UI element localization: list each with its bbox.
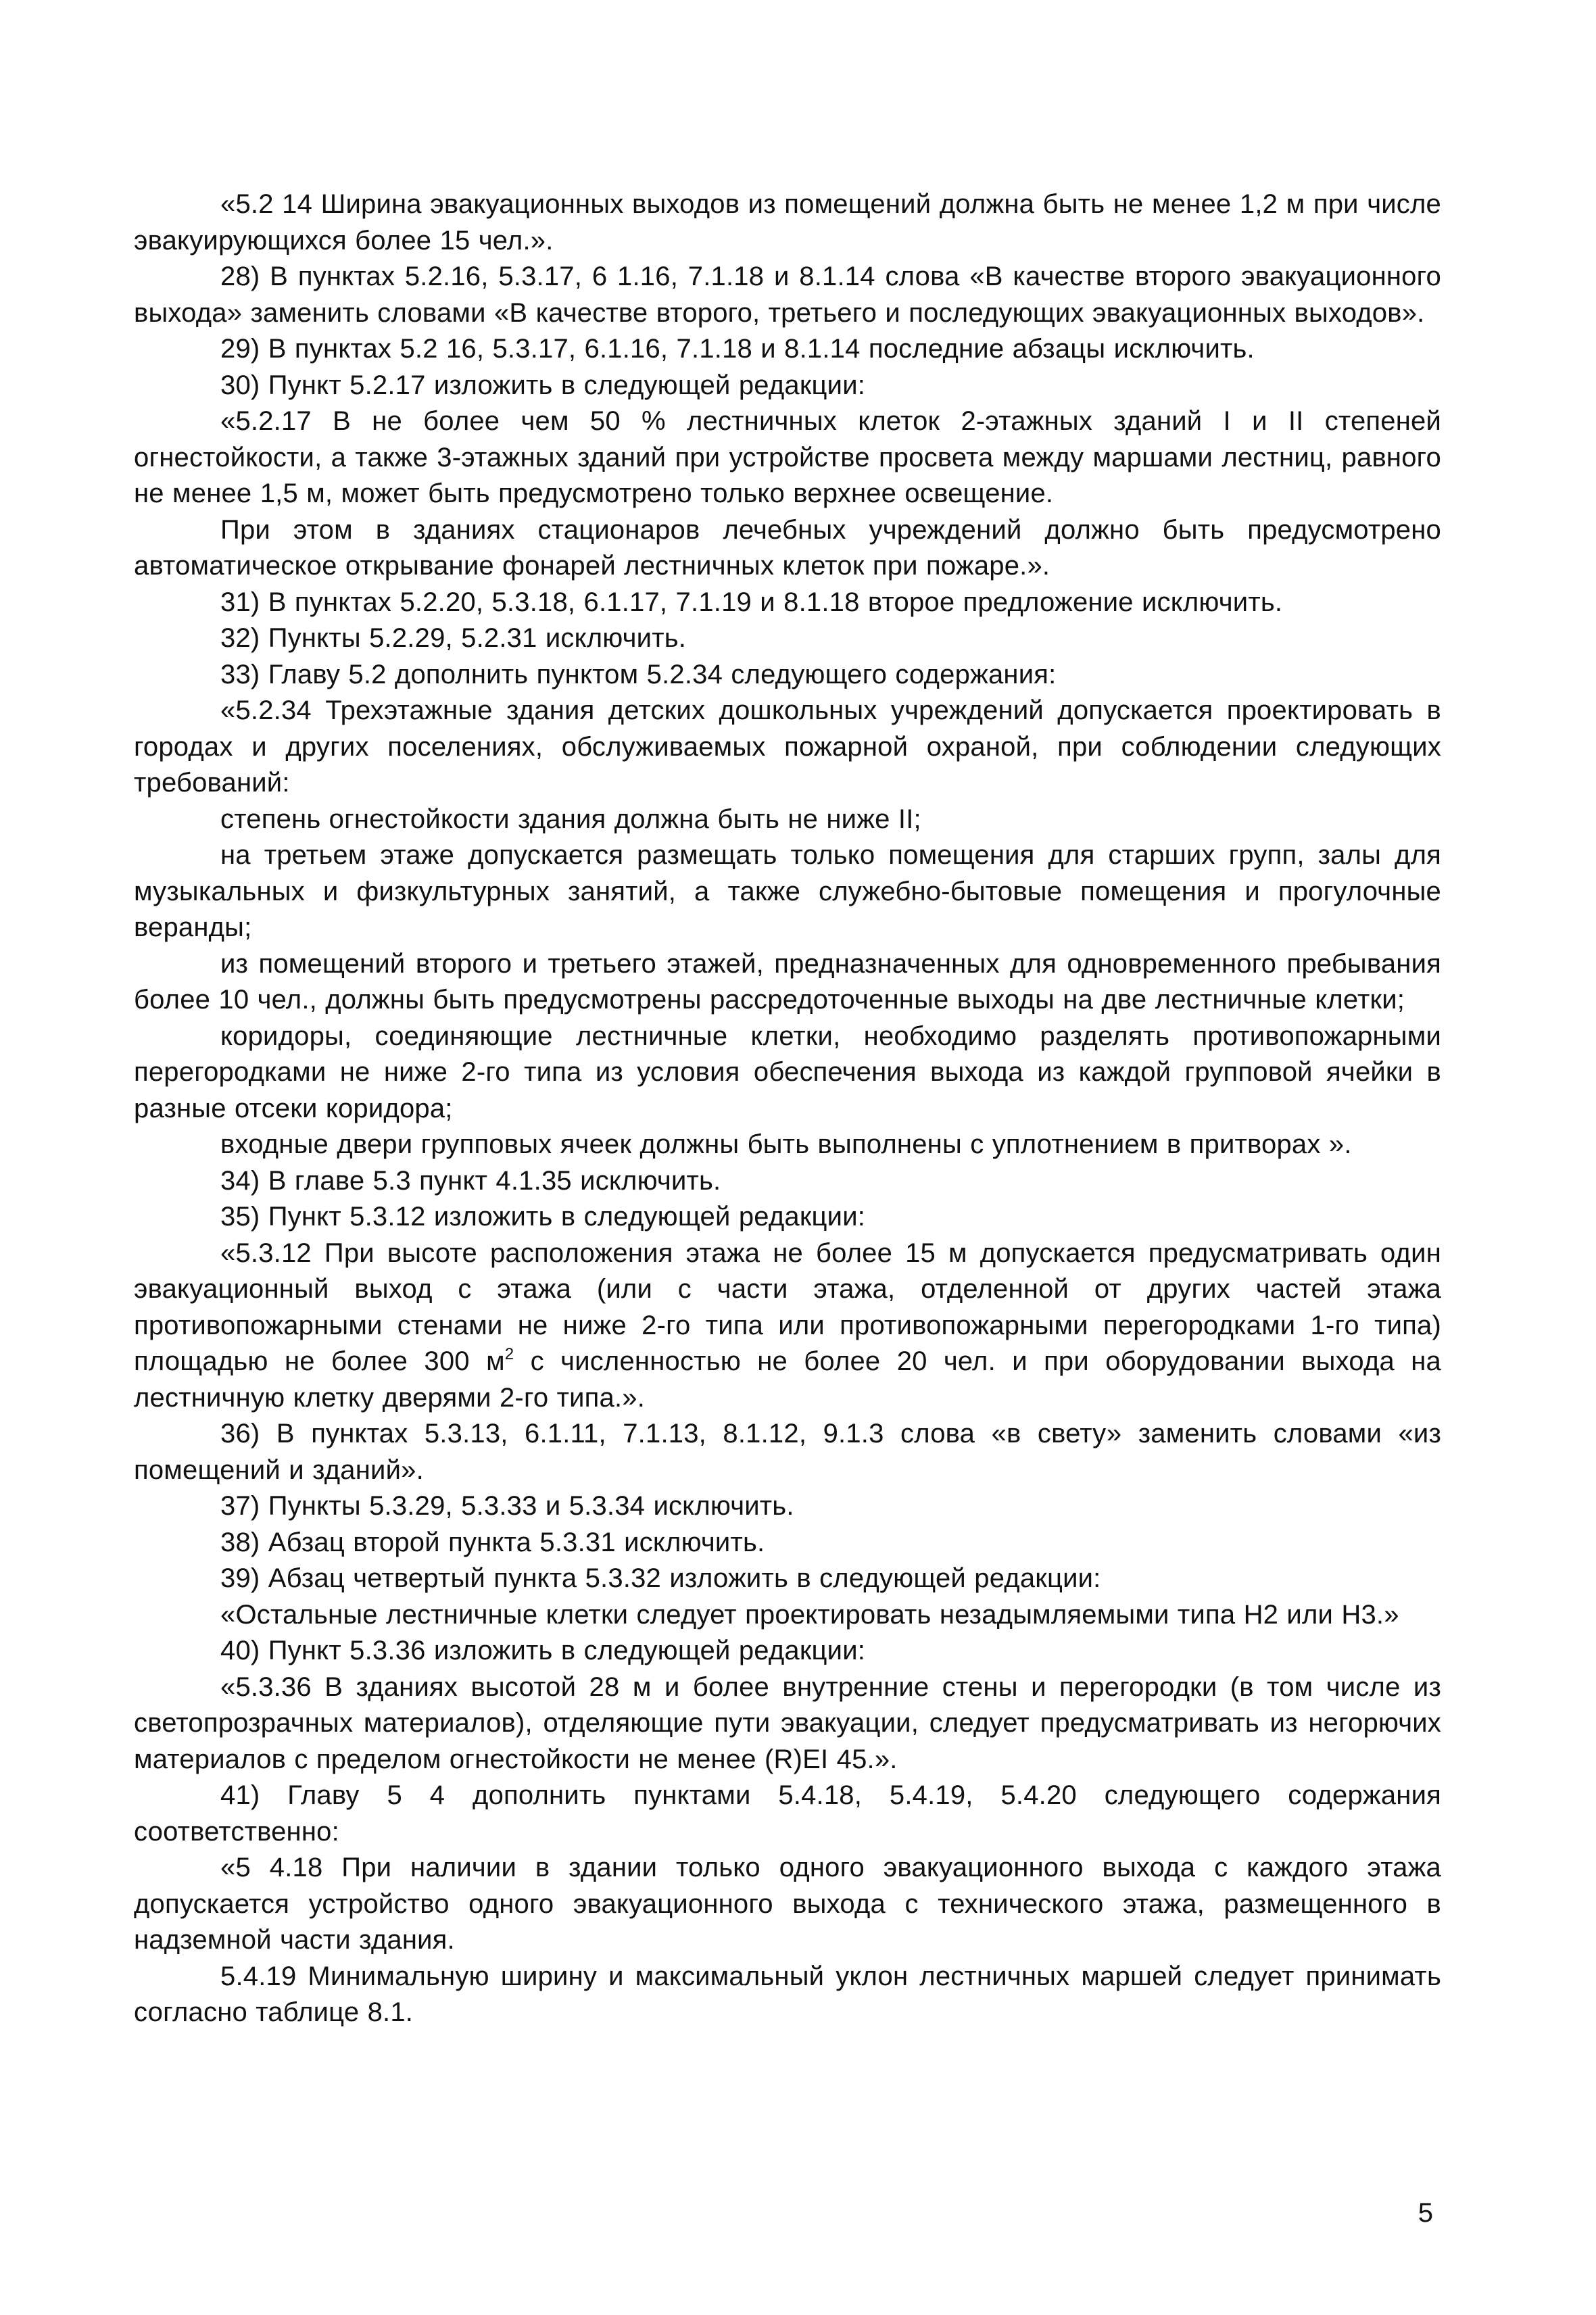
paragraph-item-32: 32) Пункты 5.2.29, 5.2.31 исключить. [220,623,687,653]
body-text [134,187,1441,2031]
paragraph-5-2-17-quote: «5.2.17 В не более чем 50 % лестничных клеток 2-этажных зданий I и II степеней огнестойкости, а также 3-этажных зданий при устройстве просвета между маршами лестниц, равного не менее 1,5 м, может быть предусмотрено только верхнее освещение. [134,406,1441,508]
paragraph-item-34: 34) В главе 5.3 пункт 4.1.35 исключить. [220,1165,721,1196]
paragraph-5-3-12-quote [134,1236,1441,1417]
paragraph-item-28: 28) В пунктах 5.2.16, 5.3.17, 6 1.16, 7.1.18 и 8.1.14 слова «В качестве второго эвакуационного выхода» заменить словами «В качестве второго, третьего и последующих эвакуационных выходов». [134,262,1441,328]
paragraph-requirement-doors: входные двери групповых ячеек должны быть выполнены с уплотнением в притворах ». [220,1129,1352,1159]
paragraph-item-38: 38) Абзац второй пункта 5.3.31 исключить. [220,1527,765,1557]
paragraph-5-2-14-quote: «5.2 14 Ширина эвакуационных выходов из помещений должна быть не менее 1,2 м при числе эвакуирующихся более 15 чел.». [134,189,1441,255]
paragraph-5-4-19: 5.4.19 Минимальную ширину и максимальный уклон лестничных маршей следует принимать согласно таблице 8.1. [134,1961,1441,2027]
paragraph-item-36: 36) В пунктах 5.3.13, 6.1.11, 7.1.13, 8.1.12, 9.1.3 слова «в свету» заменить словами «из помещений и зданий». [134,1419,1441,1485]
paragraph-item-35: 35) Пункт 5.3.12 изложить в следующей редакции: [220,1202,866,1232]
paragraph-requirement-exits: из помещений второго и третьего этажей, предназначенных для одновременного пребывания более 10 чел., должны быть предусмотрены рассредоточенные выходы на две лестничные клетки; [134,948,1441,1015]
paragraph-item-40: 40) Пункт 5.3.36 изложить в следующей редакции: [220,1636,866,1665]
paragraph-item-31: 31) В пунктах 5.2.20, 5.3.18, 6.1.17, 7.1.19 и 8.1.18 второе предложение исключить. [220,587,1283,617]
paragraph-requirement-corridors: коридоры, соединяющие лестничные клетки, необходимо разделять противопожарными перегородками не ниже 2-го типа из условия обеспечения выхода из каждой групповой ячейки в разные отсеки коридора; [134,1021,1441,1123]
paragraph-5-2-34-quote: «5.2.34 Трехэтажные здания детских дошкольных учреждений допускается проектировать в городах и других поселениях, обслуживаемых пожарной охраной, при соблюдении следующих требований: [134,696,1441,798]
paragraph-item-41: 41) Главу 5 4 дополнить пунктами 5.4.18, 5.4.19, 5.4.20 следующего содержания соответственно: [134,1780,1441,1847]
paragraph-stairwells-quote: «Остальные лестничные клетки следует проектировать незадымляемыми типа Н2 или Н3.» [220,1599,1399,1630]
paragraph-5-3-12-text: «5.3.12 При высоте расположения этажа не более 15 м допускается предусматривать один эвакуационный выход с этажа (или с части этажа, отделенной от других частей этажа противопожарными стенами не ниже 2-го типа или противопожарными перегородками 1-го типа) площадью не более 300 м [134,1238,1441,1376]
superscript-square: 2 [504,1345,514,1363]
paragraph-5-4-18-quote: «5 4.18 При наличии в здании только одного эвакуационного выхода с каждого этажа допускается устройство одного эвакуационного выхода с технического этажа, размещенного в надземной части здания. [134,1853,1441,1955]
paragraph-requirement-third-floor: на третьем этаже допускается размещать только помещения для старших групп, залы для музыкальных и физкультурных занятий, а также служебно-бытовые помещения и прогулочные веранды; [134,840,1441,942]
paragraph-5-3-36-quote: «5.3.36 В зданиях высотой 28 м и более внутренние стены и перегородки (в том числе из светопрозрачных материалов), отделяющие пути эвакуации, следует предусматривать из негорючих материалов с пределом огнестойкости не менее (R)EI 45.». [134,1672,1441,1774]
paragraph-item-33: 33) Главу 5.2 дополнить пунктом 5.2.34 следующего содержания: [220,659,1057,689]
paragraph-item-29: 29) В пунктах 5.2 16, 5.3.17, 6.1.16, 7.1.18 и 8.1.14 последние абзацы исключить. [220,334,1255,364]
paragraph-item-30: 30) Пункт 5.2.17 изложить в следующей редакции: [220,370,866,400]
paragraph-item-37: 37) Пункты 5.3.29, 5.3.33 и 5.3.34 исключить. [220,1491,794,1521]
paragraph-requirement-fire-resistance: степень огнестойкости здания должна быть не ниже II; [220,804,921,834]
paragraph-item-39: 39) Абзац четвертый пункта 5.3.32 изложить в следующей редакции: [220,1563,1101,1593]
page-number: 5 [1418,2198,1433,2228]
paragraph-5-3-12-tail: с численностью не более 20 чел. и при оборудовании выхода на лестничную клетку дверями 2-го типа.». [134,1346,1441,1413]
paragraph-5-2-17-continuation: При этом в зданиях стационаров лечебных учреждений должно быть предусмотрено автоматическое открывание фонарей лестничных клеток при пожаре.». [134,514,1441,581]
